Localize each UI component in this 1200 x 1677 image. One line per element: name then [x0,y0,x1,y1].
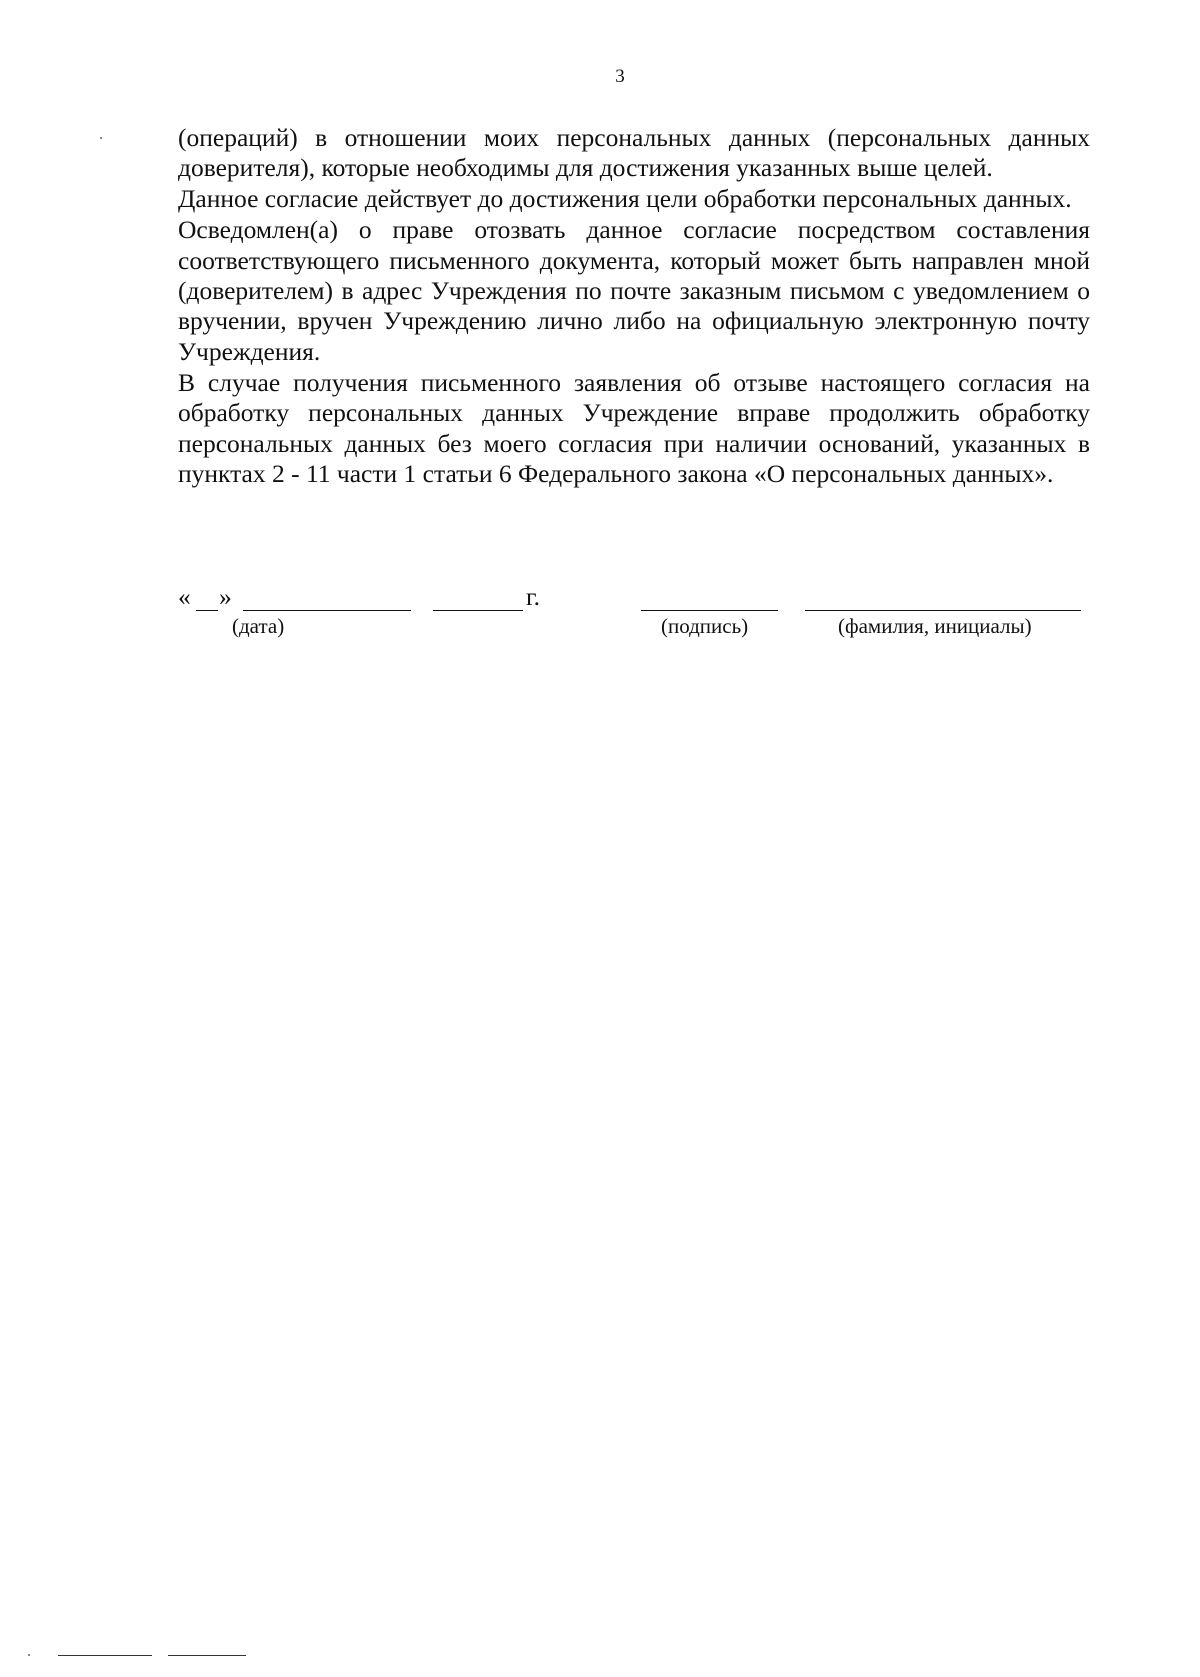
name-blank-line[interactable] [805,610,1081,611]
signature-blank-line[interactable] [641,610,778,611]
signature-caption: (подпись) [661,614,749,638]
page-number: 3 [615,66,625,87]
quote-open: « [178,582,191,611]
document-body [178,123,1090,489]
name-caption: (фамилия, инициалы) [838,614,1032,638]
paragraph-consent-duration: Данное согласие действует до достижения цели обработки персональных данных. [178,184,1072,214]
date-caption: (дата) [232,614,285,638]
paragraph-withdrawal-consequences: В случае получения письменного заявления об отзыве настоящего согласия на обработку персональных данных Учреждение вправе продолжить обработку персональных данных без моего согласия при наличии оснований, указанных в пунктах 2 - 11 части 1 статьи 6 Федерального закона «О персональных данных». [178,367,1090,488]
scan-artifact-dot [28,1654,30,1656]
year-suffix: г. [526,582,540,611]
paragraph-processing-operations: (операций) в отношении моих персональных данных (персональных данных доверителя), которые необходимы для достижения указанных выше целей. [178,123,1090,183]
scan-artifact-line [58,1655,152,1656]
scan-artifact-dot [100,137,102,139]
paragraph-right-to-withdraw: Осведомлен(а) о праве отозвать данное согласие посредством составления соответствующего письменного документа, который может быть направлен мной (доверителем) в адрес Учреждения по почте заказным письмом с уведомлением о вручении, вручен Учреждению лично либо на официальную электронную почту Учреждения. [178,215,1090,366]
scan-artifact-line [168,1655,246,1656]
quote-close: » [219,582,232,611]
day-blank-line[interactable] [196,610,218,611]
year-blank-line[interactable] [433,610,523,611]
month-blank-line[interactable] [243,610,411,611]
